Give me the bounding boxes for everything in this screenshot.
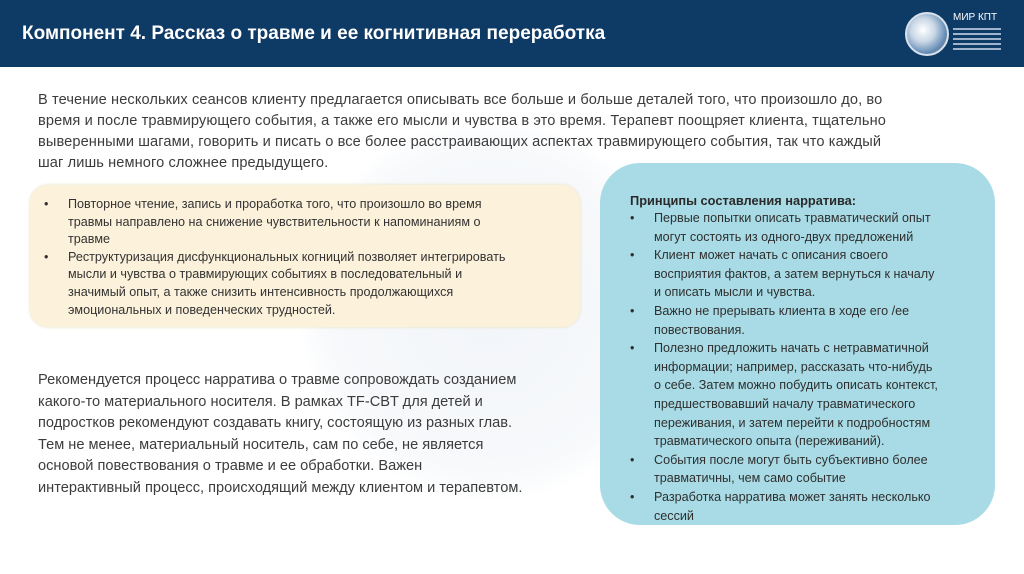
list-item-continuation <box>630 376 938 395</box>
left-bullet-list <box>44 196 505 319</box>
bullet-icon: • <box>630 303 635 318</box>
list-item <box>630 488 938 507</box>
bullet-icon: • <box>630 248 635 263</box>
text-line: время и после травмирующего события, а также его мысли и чувства в это время. Терапевт поощряет клиента, тщательно <box>38 113 886 129</box>
bullet-icon: • <box>630 211 635 225</box>
list-item <box>630 451 938 470</box>
list-item-text: Полезно предложить начать с нетравматичной <box>654 341 929 356</box>
list-item <box>630 209 938 228</box>
list-item <box>630 246 938 265</box>
list-item <box>44 249 505 267</box>
list-item-text: и описать мысли и чувства. <box>654 285 816 300</box>
bullet-icon: • <box>630 489 635 504</box>
text-line: подростков рекомендуют создавать книгу, состоящую из разных глав. <box>38 415 513 431</box>
list-item-continuation <box>630 321 938 340</box>
list-item-continuation <box>44 284 505 302</box>
bottom-paragraph <box>38 370 522 499</box>
list-item-continuation <box>630 507 938 526</box>
text-line: Тем не менее, материальный носитель, сам по себе, не является <box>38 436 484 453</box>
intro-paragraph <box>38 90 886 174</box>
list-item-continuation <box>630 432 938 451</box>
list-item <box>44 196 505 214</box>
list-item-text: переживания, и затем перейти к подробностям <box>654 415 931 430</box>
list-item-text: эмоциональных и поведенческих трудностей. <box>68 302 336 317</box>
bullet-icon: • <box>44 197 49 211</box>
list-item <box>630 302 938 321</box>
narrative-principles-heading: Принципы составления нарратива: <box>630 193 857 208</box>
text-line: интерактивный процесс, происходящий между клиентом и терапевтом. <box>38 479 523 496</box>
logo-globe-icon <box>905 12 949 56</box>
text-line: основой повествования о травме и ее обработки. Важен <box>38 458 423 474</box>
list-item-text: мысли и чувства о травмирующих событиях в последовательный и <box>68 267 463 282</box>
list-item-text: Разработка нарратива может занять несколько <box>654 489 931 504</box>
list-item-text: травматичны, чем само событие <box>654 471 846 486</box>
list-item-text: значимый опыт, а также снизить интенсивность продолжающихся <box>68 284 454 299</box>
text-line: шаг лишь немного сложнее предыдущего. <box>38 155 329 171</box>
list-item-text: Важно не прерывать клиента в ходе его /ее <box>654 303 910 318</box>
mir-kpt-logo <box>905 10 1024 56</box>
list-item-text: травме <box>68 232 110 247</box>
list-item-continuation <box>630 283 938 302</box>
list-item-continuation <box>44 214 505 232</box>
text-line: В течение нескольких сеансов клиенту предлагается описывать все больше и больше деталей того, что произошло до, во <box>38 92 883 108</box>
list-item-text: Реструктуризация дисфункциональных когниций позволяет интегрировать <box>68 249 506 264</box>
list-item-continuation <box>44 231 505 249</box>
list-item <box>630 339 938 358</box>
list-item-text: предшествовавший началу травматического <box>654 396 916 411</box>
text-line: какого-то материального носителя. В рамках TF-CBT для детей и <box>38 393 483 410</box>
bullet-icon: • <box>630 452 635 467</box>
bullet-icon: • <box>44 249 49 264</box>
list-item-text: травмы направлено на снижение чувствительности к напоминаниям о <box>68 214 481 229</box>
list-item-continuation <box>630 228 938 247</box>
slide-title: Компонент 4. Рассказ о травме и ее когнитивная переработка <box>22 23 606 44</box>
list-item-text: травматического опыта (переживаний). <box>654 434 885 449</box>
list-item-text: повествования. <box>654 322 745 337</box>
text-line: Рекомендуется процесс нарратива о травме сопровождать созданием <box>38 372 517 388</box>
list-item-continuation <box>44 266 505 284</box>
slide-header <box>0 0 1024 67</box>
narrative-principles-list <box>630 209 938 525</box>
list-item-text: сессий <box>654 508 694 523</box>
list-item-continuation <box>630 395 938 414</box>
list-item-text: События после могут быть субъективно более <box>654 452 928 467</box>
list-item-continuation <box>630 358 938 377</box>
text-line: выверенными шагами, говорить и писать о все более расстраивающих аспектах травмирующего события, так что каждый <box>38 134 882 150</box>
list-item-text: информации; например, рассказать что-нибудь <box>654 359 933 374</box>
logo-name: МИР КПТ <box>953 12 998 23</box>
list-item-text: могут состоять из одного-двух предложений <box>654 229 914 244</box>
list-item-text: Повторное чтение, запись и проработка того, что произошло во время <box>68 197 482 211</box>
logo-subtitle <box>953 25 1001 53</box>
list-item-continuation <box>630 265 938 284</box>
list-item-text: восприятия фактов, а затем вернуться к началу <box>654 266 935 281</box>
list-item-continuation <box>630 414 938 433</box>
list-item-continuation <box>630 469 938 488</box>
list-item-continuation <box>44 302 505 320</box>
list-item-text: Первые попытки описать травматический опыт <box>654 211 931 225</box>
list-item-text: Клиент может начать с описания своего <box>654 248 888 263</box>
bullet-icon: • <box>630 341 635 356</box>
list-item-text: о себе. Затем можно побудить описать контекст, <box>654 378 938 393</box>
